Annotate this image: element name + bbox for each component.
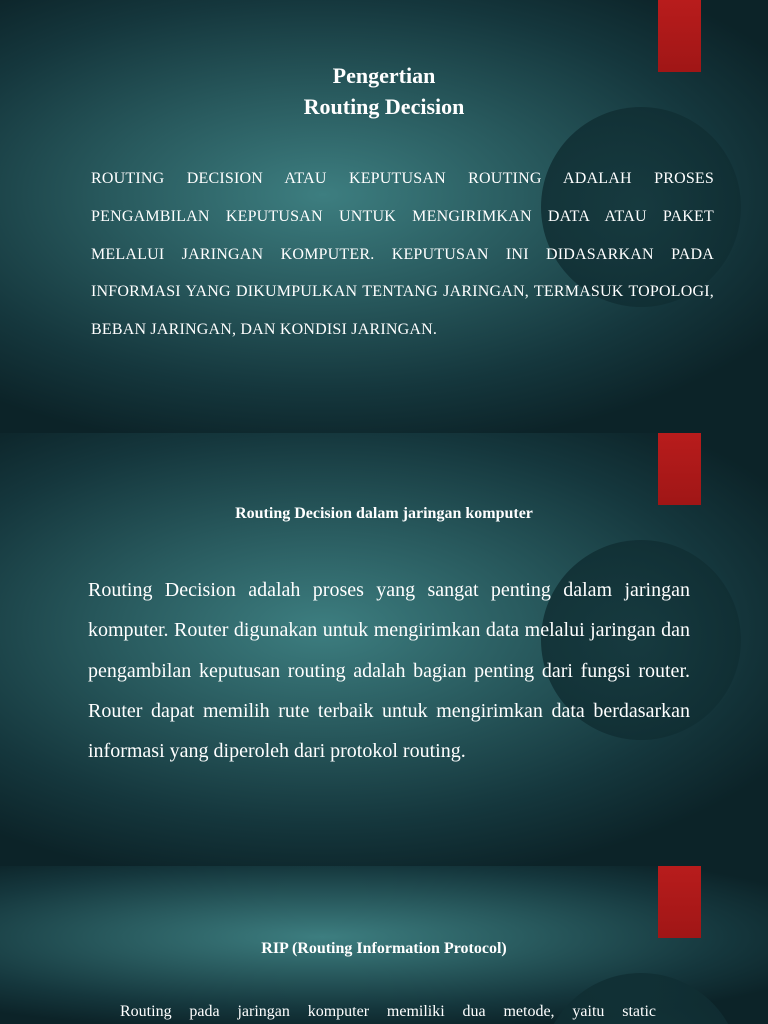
slide-heading: Routing Decision dalam jaringan komputer (235, 505, 533, 522)
red-accent-bar (658, 866, 701, 938)
slide-1 (0, 0, 768, 433)
slide-title-line-2: Routing Decision (303, 94, 465, 119)
red-accent-bar (658, 433, 701, 505)
slide-title-line-1: Pengertian (332, 63, 436, 88)
slide-heading: RIP (Routing Information Protocol) (261, 940, 507, 957)
slide-body-text: Routing pada jaringan komputer memiliki dua metode, yaitu static (120, 1003, 656, 1020)
slide-body-text: ROUTING DECISION ATAU KEPUTUSAN ROUTING ADALAH PROSES PENGAMBILAN KEPUTUSAN UNTUK MENGIRIMKAN DATA ATAU PAKET MELALUI JARINGAN KOMPUTER. KEPUTUSAN INI DIDASARKAN PADA INFORMASI YANG DIKUMPULKAN TENTANG JARINGAN, TERMASUK TOPOLOGI, BEBAN JARINGAN, DAN KONDISI JARINGAN. (91, 170, 714, 339)
slide-body-text: Routing Decision adalah proses yang sangat penting dalam jaringan komputer. Router digunakan untuk mengirimkan data melalui jaringan dan pengambilan keputusan routing adalah bagian penting dari fungsi router. Router dapat memilih rute terbaik untuk mengirimkan data berdasarkan informasi yang diperoleh dari protokol routing. (88, 579, 690, 763)
slide-2 (0, 433, 768, 866)
slide-title (0, 60, 768, 122)
slide-3 (0, 866, 768, 1024)
